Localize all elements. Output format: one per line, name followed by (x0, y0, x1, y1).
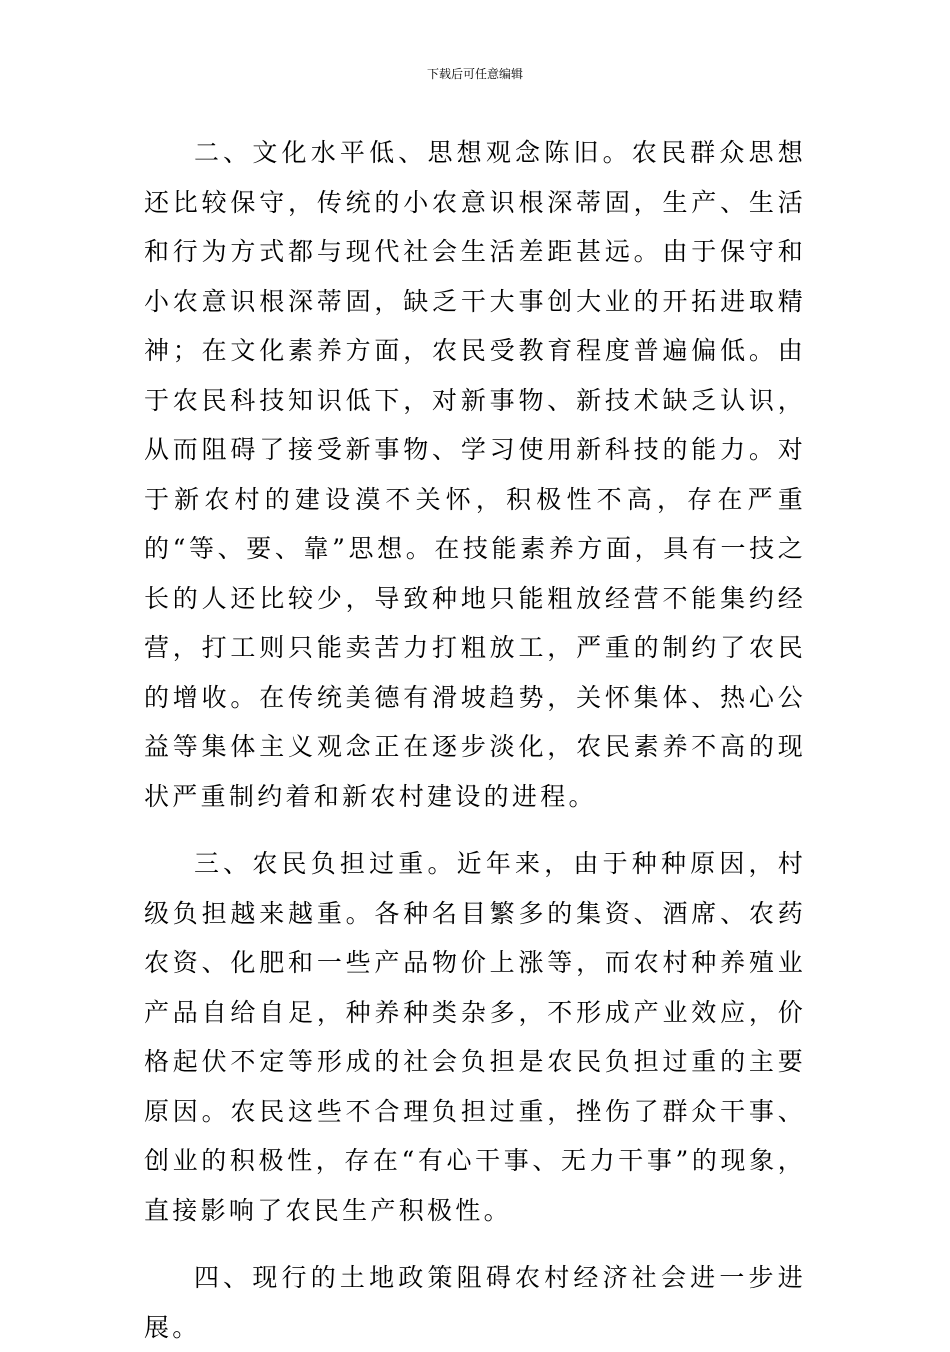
document-body (144, 128, 806, 1352)
paragraph-culture: 二、文化水平低、思想观念陈旧。农民群众思想还比较保守，传统的小农意识根深蒂固，生产、生活和行为方式都与现代社会生活差距甚远。由于保守和小农意识根深蒂固，缺乏干大事创大业的开拓进取精神；在文化素养方面，农民受教育程度普遍偏低。由于农民科技知识低下，对新事物、新技术缺乏认识，从而阻碍了接受新事物、学习使用新科技的能力。对于新农村的建设漠不关怀，积极性不高，存在严重的“等、要、靠”思想。在技能素养方面，具有一技之长的人还比较少，导致种地只能粗放经营不能集约经营，打工则只能卖苦力打粗放工，严重的制约了农民的增收。在传统美德有滑坡趋势，关怀集体、热心公益等集体主义观念正在逐步淡化，农民素养不高的现状严重制约着和新农村建设的进程。 (144, 138, 806, 811)
paragraph-burden: 三、农民负担过重。近年来，由于种种原因，村级负担越来越重。各种名目繁多的集资、酒席、农药农资、化肥和一些产品物价上涨等，而农村种养殖业产品自给自足，种养种类杂多，不形成产业效应，价格起伏不定等形成的社会负担是农民负担过重的主要原因。农民这些不合理负担过重，挫伤了群众干事、创业的积极性，存在“有心干事、无力干事”的现象，直接影响了农民生产积极性。 (144, 849, 806, 1225)
page-header: 下载后可任意编辑 (426, 67, 523, 81)
paragraph-land-policy: 四、现行的土地政策阻碍农村经济社会进一步进展。 (144, 1263, 806, 1342)
